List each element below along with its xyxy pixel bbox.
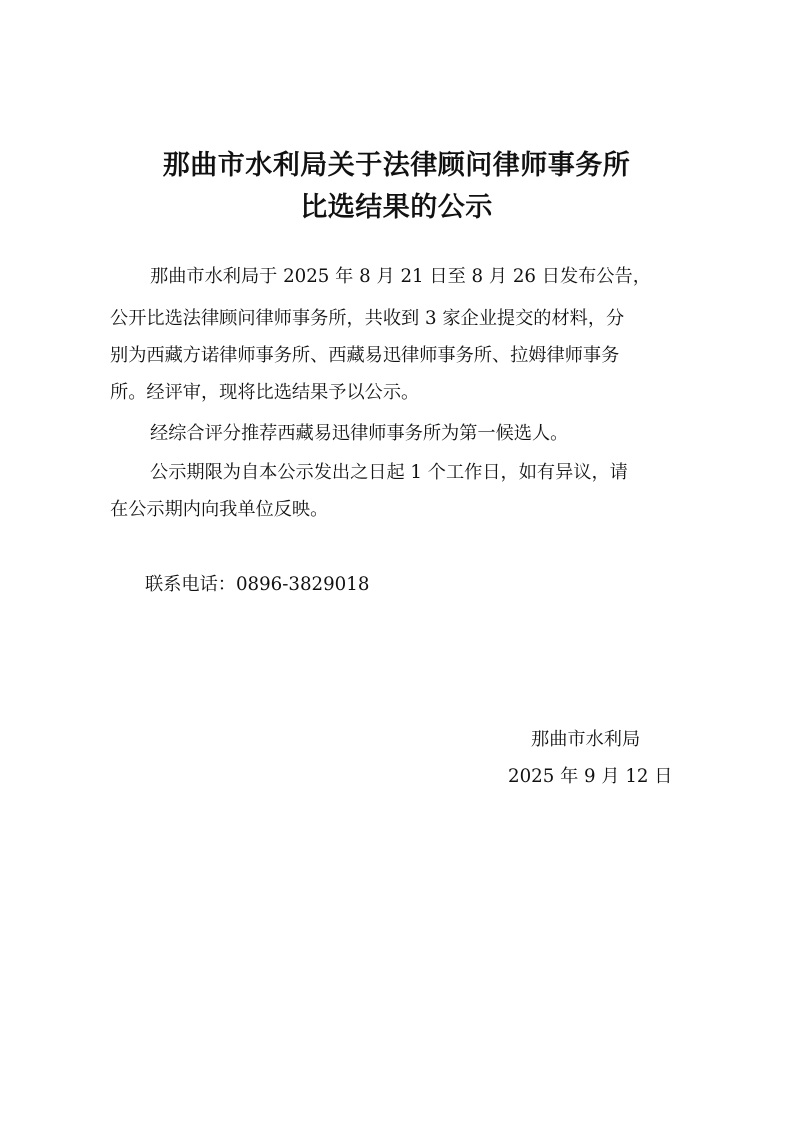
signature-date: 2025 年 9 月 12 日 bbox=[508, 766, 673, 787]
document-title-line-2: 比选结果的公示 bbox=[300, 192, 493, 223]
document-title-line-1: 那曲市水利局关于法律顾问律师事务所 bbox=[162, 150, 631, 181]
signature-org: 那曲市水利局 bbox=[531, 729, 641, 750]
body-line-5: 经综合评分推荐西藏易迅律师事务所为第一候选人。 bbox=[150, 423, 569, 444]
body-line-7: 在公示期内向我单位反映。 bbox=[110, 499, 329, 520]
body-line-3: 别为西藏方诺律师事务所、西藏易迅律师事务所、拉姆律师事务 bbox=[110, 345, 620, 366]
contact-phone: 0896-3829018 bbox=[235, 574, 370, 595]
body-line-1: 那曲市水利局于 2025 年 8 月 21 日至 8 月 26 日发布公告， bbox=[150, 266, 651, 287]
body-line-2: 公开比选法律顾问律师事务所，共收到 3 家企业提交的材料，分 bbox=[110, 308, 625, 329]
body-line-4: 所。经评审，现将比选结果予以公示。 bbox=[110, 382, 420, 403]
contact-line bbox=[145, 576, 369, 594]
body-line-6: 公示期限为自本公示发出之日起 1 个工作日，如有异议，请 bbox=[150, 462, 628, 483]
contact-label: 联系电话： bbox=[145, 574, 236, 595]
